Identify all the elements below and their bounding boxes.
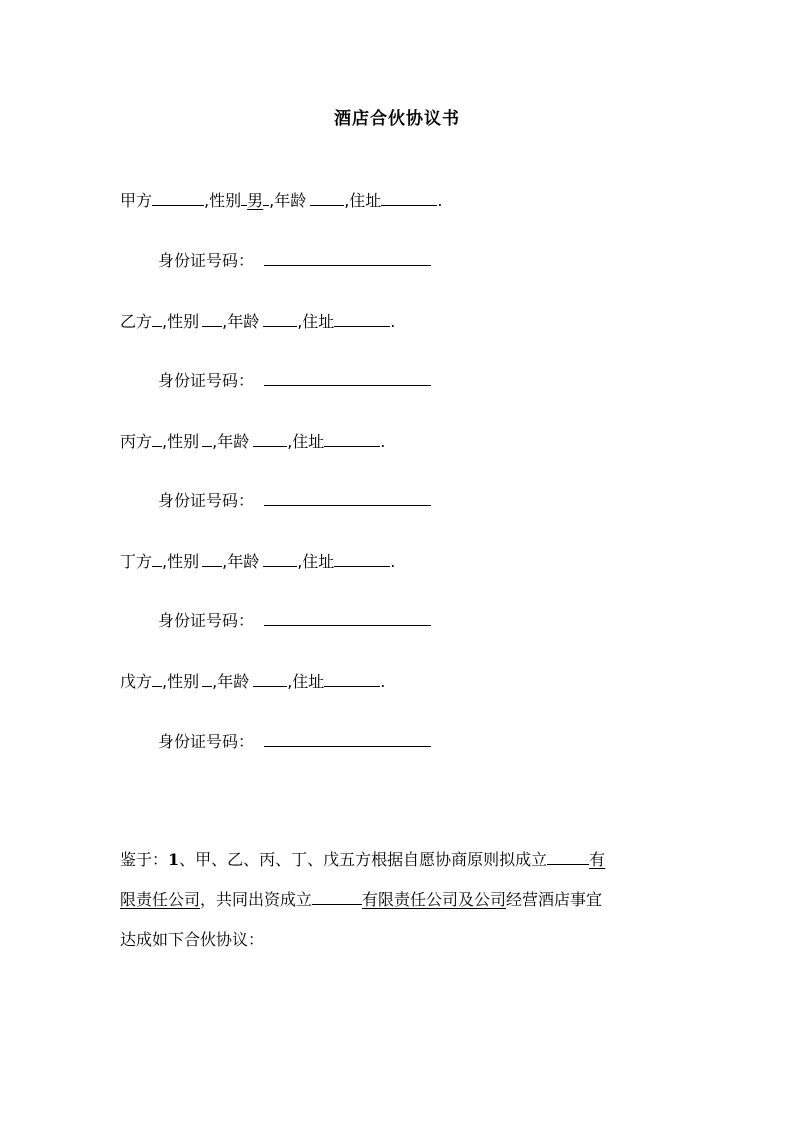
- party-label: 乙方: [120, 312, 153, 331]
- party-label: 丁方: [120, 552, 153, 571]
- party-label: 丙方: [120, 432, 153, 451]
- recital-line-2: 限责任公司，共同出资成立 有限责任公司及公司经营酒店事宜: [120, 880, 680, 920]
- address-blank[interactable]: [334, 309, 390, 327]
- id-number-blank[interactable]: [264, 368, 431, 386]
- id-label: 身份证号码：: [158, 611, 255, 630]
- name-blank[interactable]: [152, 549, 162, 567]
- address-blank[interactable]: [381, 188, 437, 206]
- age-blank[interactable]: [263, 549, 297, 567]
- address-blank[interactable]: [324, 429, 380, 447]
- gender-blank[interactable]: [202, 669, 212, 687]
- gender-blank[interactable]: [202, 429, 212, 447]
- party-label: 戊方: [120, 672, 153, 691]
- name-blank[interactable]: [152, 669, 162, 687]
- age-blank[interactable]: [253, 429, 287, 447]
- recital-line-3: 达成如下合伙协议：: [120, 930, 265, 949]
- party-label: 甲方: [120, 191, 153, 210]
- age-blank[interactable]: [263, 309, 297, 327]
- party-wu-line: 戊方 ,性别 ,年龄 ,住址 .: [120, 669, 385, 693]
- document-title: 酒店合伙协议书: [334, 109, 460, 129]
- party-yi-id-line: [158, 368, 431, 392]
- age-blank[interactable]: [310, 188, 344, 206]
- age-blank[interactable]: [253, 669, 287, 687]
- id-label: 身份证号码：: [158, 732, 255, 751]
- id-number-blank[interactable]: [264, 248, 431, 266]
- address-blank[interactable]: [334, 549, 390, 567]
- gender-blank[interactable]: [202, 549, 222, 567]
- party-ding-id-line: [158, 608, 431, 632]
- id-number-blank[interactable]: [264, 729, 431, 747]
- party-wu-id-line: [158, 729, 431, 753]
- party-ding-line: 丁方 ,性别 ,年龄 ,住址 .: [120, 549, 395, 573]
- address-blank[interactable]: [324, 669, 380, 687]
- name-blank[interactable]: [152, 188, 204, 206]
- recital-line-1: 鉴于：1、甲、乙、丙、丁、戊五方根据自愿协商原则拟成立 有: [120, 840, 680, 880]
- id-label: 身份证号码：: [158, 371, 255, 390]
- party-bing-line: 丙方 ,性别 ,年龄 ,住址 .: [120, 429, 385, 453]
- name-blank[interactable]: [152, 429, 162, 447]
- name-blank[interactable]: [152, 309, 162, 327]
- gender-blank[interactable]: [202, 309, 222, 327]
- gender-value: 男: [247, 191, 264, 210]
- id-label: 身份证号码：: [158, 491, 255, 510]
- party-yi-line: 乙方 ,性别 ,年龄 ,住址 .: [120, 309, 395, 333]
- company-name-blank[interactable]: [547, 847, 589, 865]
- party-jia-line: 甲方 ,性别 男 ,年龄 ,住址 .: [120, 188, 442, 212]
- id-label: 身份证号码：: [158, 251, 255, 270]
- id-number-blank[interactable]: [264, 608, 431, 626]
- company-name-blank-2[interactable]: [312, 887, 362, 905]
- party-bing-id-line: [158, 488, 431, 512]
- party-jia-id-line: [158, 248, 431, 272]
- recital-paragraph: [120, 840, 680, 960]
- id-number-blank[interactable]: [264, 488, 431, 506]
